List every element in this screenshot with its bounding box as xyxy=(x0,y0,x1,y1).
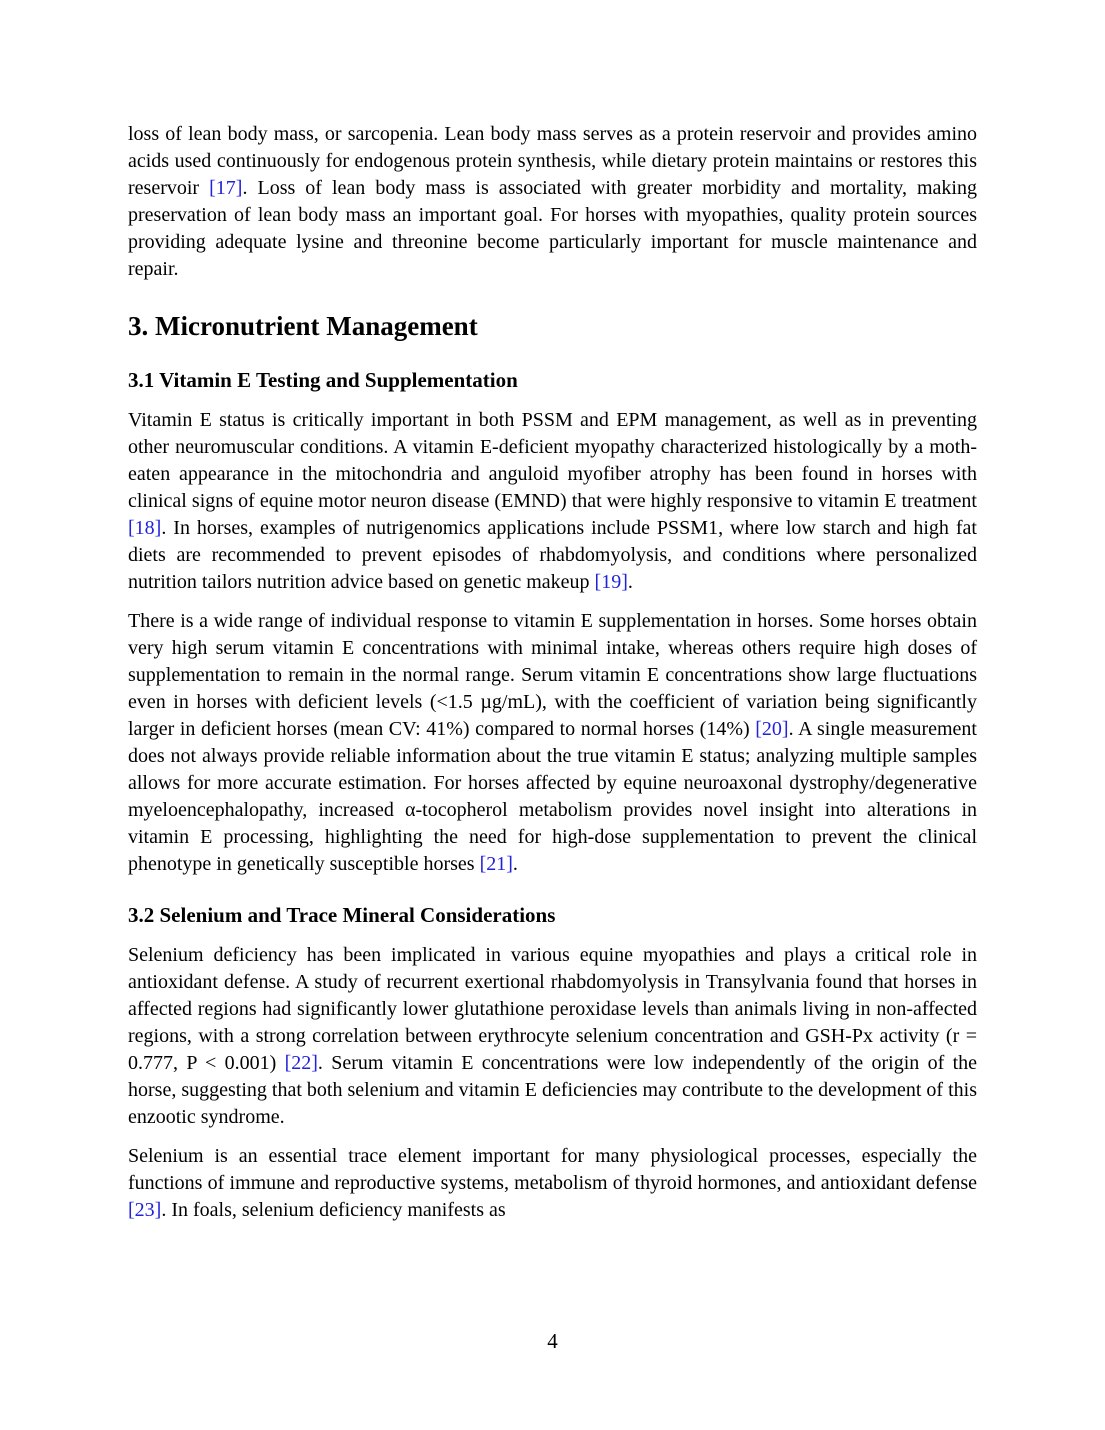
page-footer xyxy=(0,1328,1105,1354)
citation-link-20[interactable]: [20] xyxy=(755,718,789,740)
citation-link-17[interactable]: [17] xyxy=(209,177,243,199)
subsection-heading-vitamin-e-testing: 3.1 Vitamin E Testing and Supplementation xyxy=(128,368,518,392)
citation-link-18[interactable]: [18] xyxy=(128,517,162,539)
paragraph-vitamin-e-response-range: There is a wide range of individual response to vitamin E supplementation in horses. Some horses obtain very high serum vitamin E concentrations with minimal intake, whereas others require high doses of supplementation to remain in the normal range. Serum vitamin E concentrations show large fluctuations even in horses with deficient levels (<1.5 µg/mL), with the coefficient of variation being significantly larger in deficient horses (mean CV: 41%) compared to normal horses (14%) [20]. A single measurement does not always provide reliable information about the true vitamin E status; analyzing multiple samples allows for more accurate estimation. For horses affected by equine neuroaxonal dystrophy/degenerative myeloencephalopathy, increased α-tocopherol metabolism provides novel insight into alterations in vitamin E processing, highlighting the need for high-dose supplementation to prevent the clinical phenotype in genetically susceptible horses [21]. xyxy=(128,610,977,875)
citation-link-19[interactable]: [19] xyxy=(594,571,628,593)
subsection-heading-selenium-trace-minerals: 3.2 Selenium and Trace Mineral Considerations xyxy=(128,903,556,927)
paragraph-vitamin-e-status: Vitamin E status is critically important in both PSSM and EPM management, as well as in preventing other neuromuscular conditions. A vitamin E-deficient myopathy characterized histologically by a moth-eaten appearance in the mitochondria and anguloid myofiber atrophy has been found in horses with clinical signs of equine motor neuron disease (EMND) that were highly responsive to vitamin E treatment [18]. In horses, examples of nutrigenomics applications include PSSM1, where low starch and high fat diets are recommended to prevent episodes of rhabdomyolysis, and conditions where personalized nutrition tailors nutrition advice based on genetic makeup [19]. xyxy=(128,409,977,593)
page-number: 4 xyxy=(547,1329,558,1353)
citation-link-22[interactable]: [22] xyxy=(284,1052,318,1074)
section-heading-micronutrient-management: 3. Micronutrient Management xyxy=(128,311,478,341)
paragraph-lean-body-mass: loss of lean body mass, or sarcopenia. Lean body mass serves as a protein reservoir and provides amino acids used continuously for endogenous protein synthesis, while dietary protein maintains or restores this reservoir [17]. Loss of lean body mass is associated with greater morbidity and mortality, making preservation of lean body mass an important goal. For horses with myopathies, quality protein sources providing adequate lysine and threonine become particularly important for muscle maintenance and repair. xyxy=(128,123,977,280)
paragraph-selenium-deficiency: Selenium deficiency has been implicated in various equine myopathies and plays a critical role in antioxidant defense. A study of recurrent exertional rhabdomyolysis in Transylvania found that horses in affected regions had significantly lower glutathione peroxidase levels than animals living in non-affected regions, with a strong correlation between erythrocyte selenium concentration and GSH-Px activity (r = 0.777, P < 0.001) [22]. Serum vitamin E concentrations were low independently of the origin of the horse, suggesting that both selenium and vitamin E deficiencies may contribute to the development of this enzootic syndrome. xyxy=(128,944,977,1128)
paragraph-selenium-trace-element: Selenium is an essential trace element important for many physiological processes, especially the functions of immune and reproductive systems, metabolism of thyroid hormones, and antioxidant defense [23]. In foals, selenium deficiency manifests as xyxy=(128,1145,977,1221)
page-content xyxy=(128,121,977,1236)
citation-link-23[interactable]: [23] xyxy=(128,1199,162,1221)
citation-link-21[interactable]: [21] xyxy=(479,853,513,875)
